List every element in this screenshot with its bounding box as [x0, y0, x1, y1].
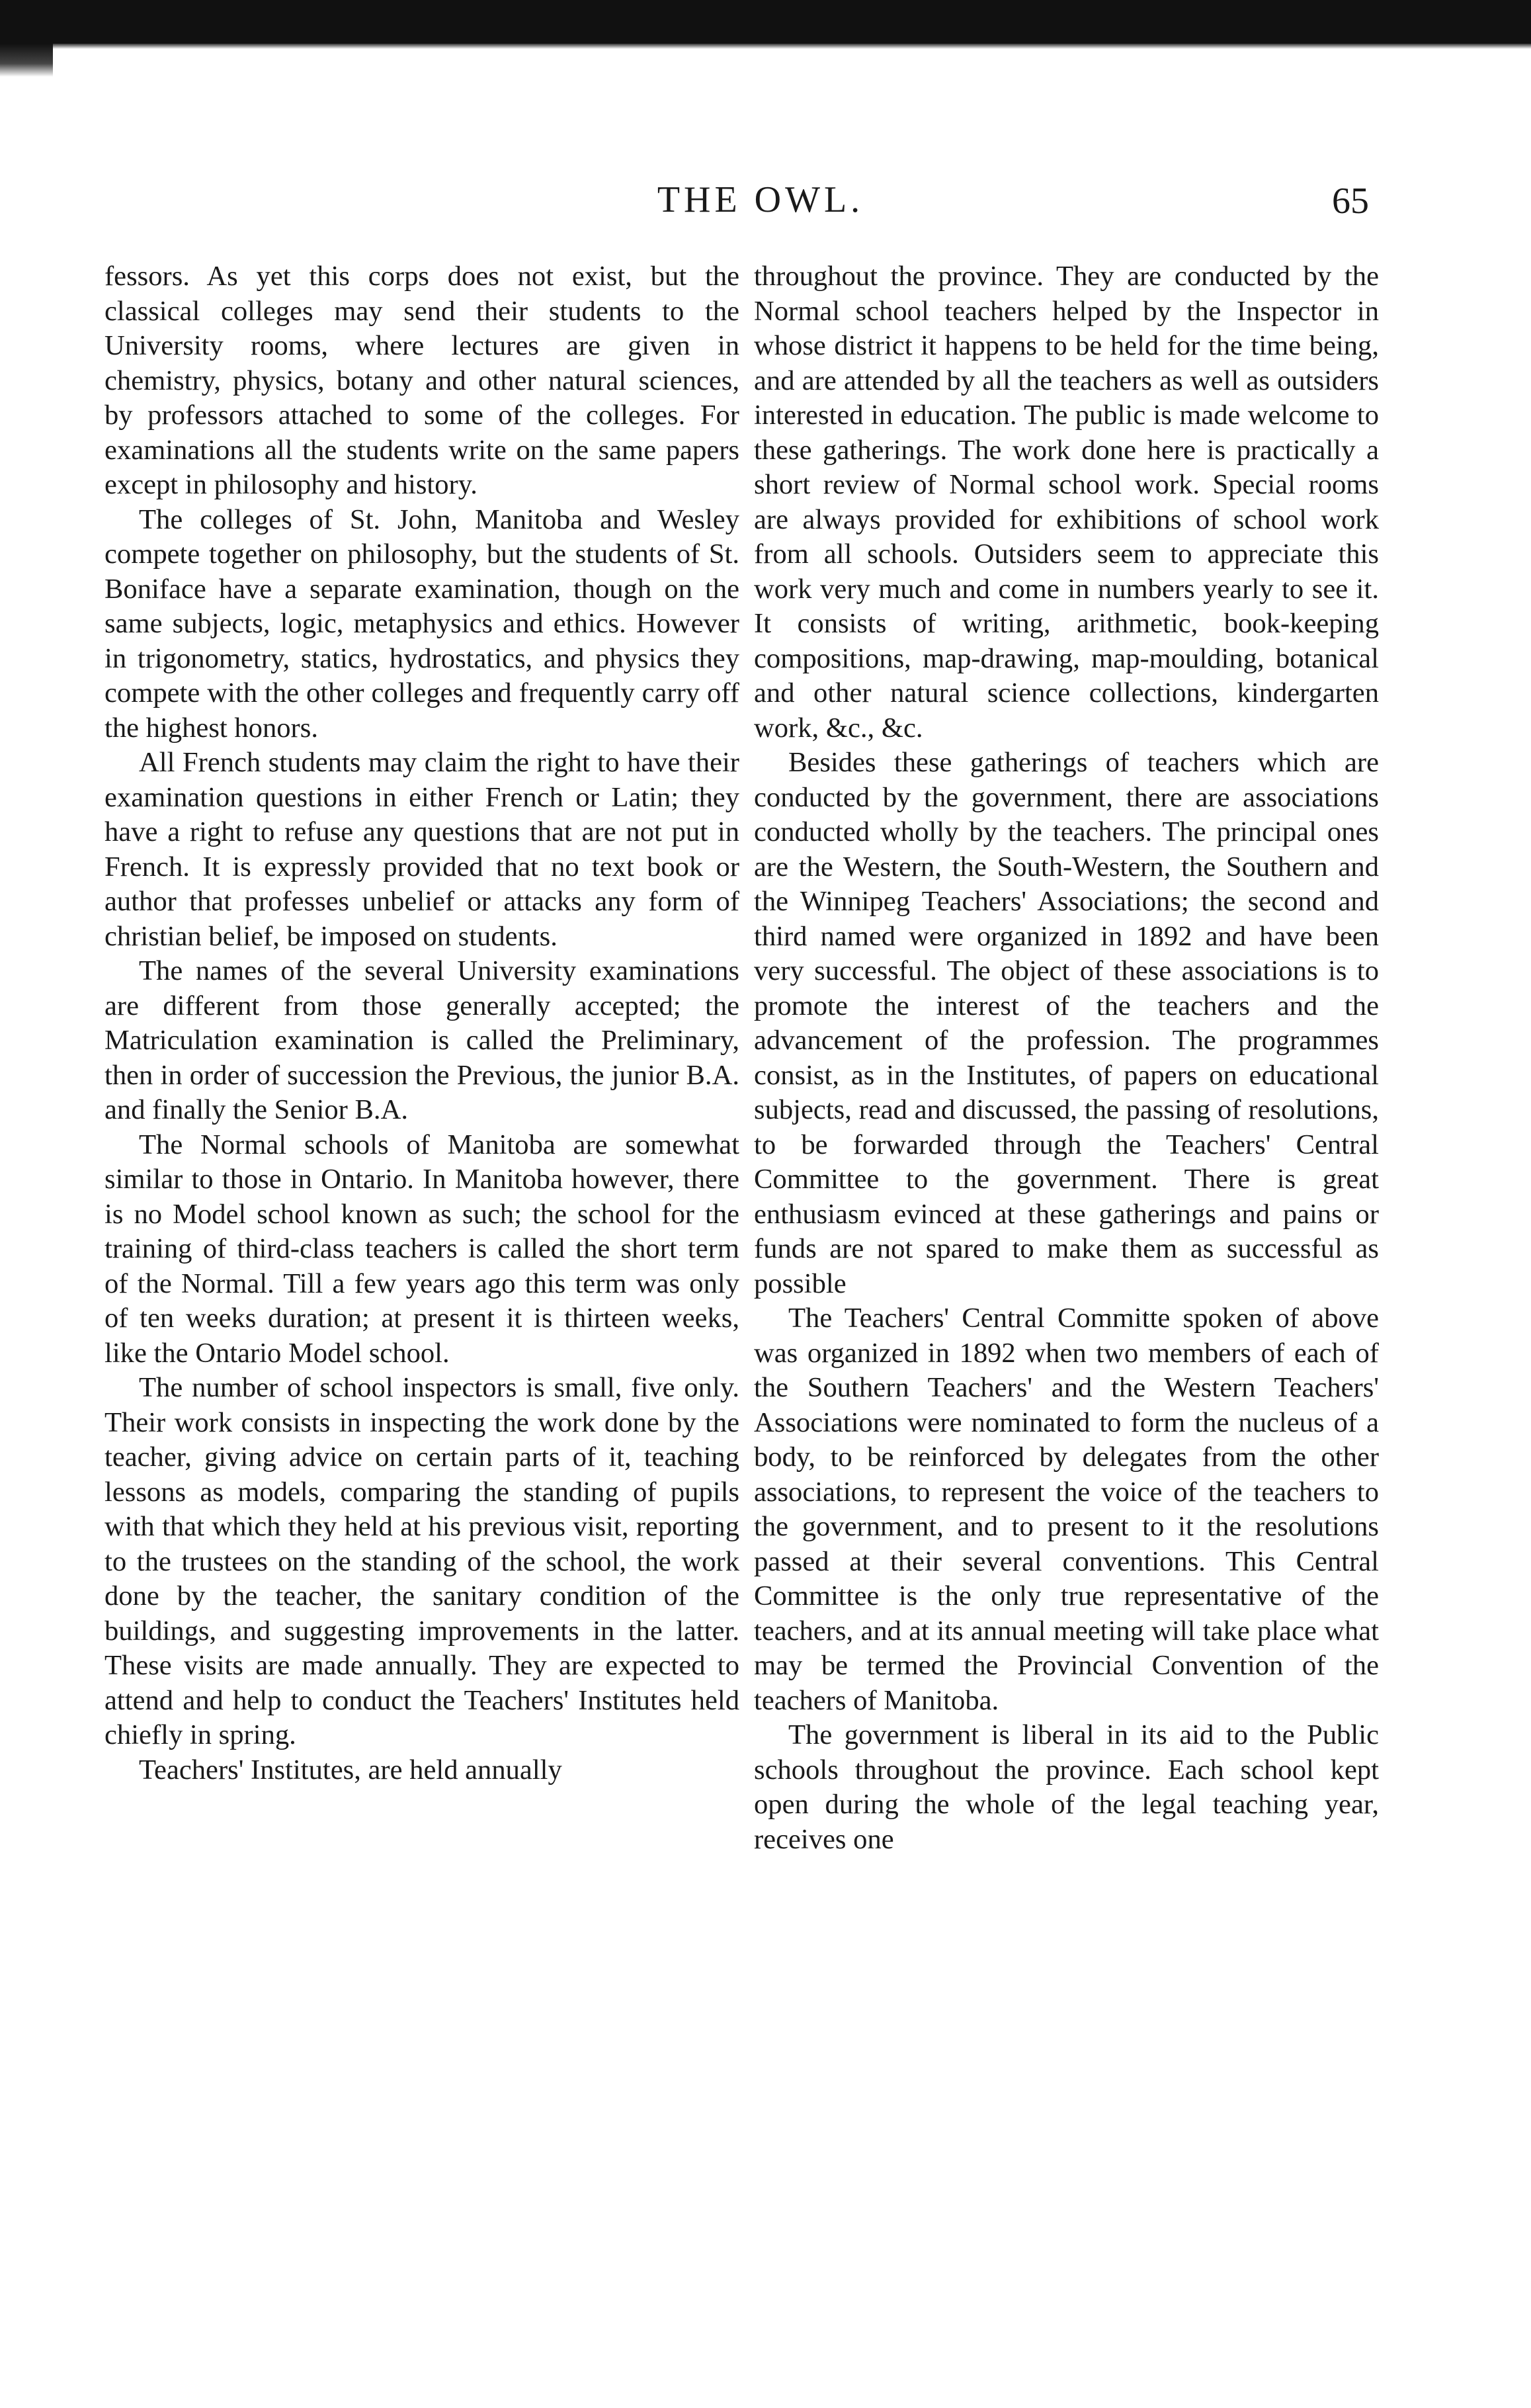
running-head: THE OWL.: [657, 179, 864, 220]
paragraph: fessors. As yet this corps does not exist, but the classical colleges may send their students to the University rooms, where lectures are given in chemistry, physics, botany and other natural sciences, by professors attached to some of the colleges. For examinations all the students write on the same papers except in philosophy and history.: [104, 261, 739, 500]
scan-border-top: [0, 0, 1531, 44]
paragraph: The colleges of St. John, Manitoba and Wesley compete together on philosophy, but the students of St. Boniface have a separate examination, though on the same subjects, logic, metaphysics and ethics. However in trigonometry, statics, hydrostatics, and physics they compete with the other colleges and frequently carry off the highest honors.: [104, 503, 739, 744]
scan-border-corner: [0, 44, 53, 77]
paragraph: Teachers' Institutes, are held annually: [139, 1754, 562, 1785]
paragraph: The Teachers' Central Committe spoken of above was organized in 1892 when two members of each of the Southern Teachers' and the Western Teachers' Associations were nominated to form the nucleus of a body, to be reinforced by delegates from the other associations, to represent the voice of the teachers to the government, and to present to it the resolutions passed at their several conventions. This Central Committee is the only true representative of the teachers, and at its annual meeting will take place what may be termed the Provincial Convention of the teachers of Manitoba.: [754, 1303, 1379, 1716]
paragraph: All French students may claim the right to have their examination questions in either French or Latin; they have a right to refuse any questions that are not put in French. It is expressly provided that no text book or author that professes unbelief or attacks any form of christian belief, be imposed on students.: [104, 747, 739, 952]
scan-border-shadow: [53, 44, 1531, 49]
paragraph: throughout the province. They are conducted by the Normal school teachers helped by the Inspector in whose district it happens to be held for the time being, and are attended by all the teachers as well as outsiders interested in education. The public is made welcome to these gatherings. The work done here is practically a short review of Normal school work. Special rooms are always provided for exhibitions of school work from all schools. Outsiders seem to appreciate this work very much and come in numbers yearly to see it. It consists of writing, arithmetic, book-keeping compositions, map-drawing, map-moulding, botanical and other natural science collections, kindergarten work, &c., &c.: [754, 261, 1379, 744]
left-column: [104, 259, 739, 1787]
paragraph: The government is liberal in its aid to the Public schools throughout the province. Each school kept open during the whole of the legal teaching year, receives one: [754, 1719, 1379, 1855]
page-number: 65: [1332, 181, 1369, 222]
paragraph: The number of school inspectors is small, five only. Their work consists in inspecting the work done by the teacher, giving advice on certain parts of it, teaching lessons as models, comparing the standing of pupils with that which they held at his previous visit, reporting to the trustees on the standing of the school, the work done by the teacher, the sanitary condition of the buildings, and suggesting improvements in the latter. These visits are made annually. They are expected to attend and help to conduct the Teachers' Institutes held chiefly in spring.: [104, 1372, 739, 1750]
paragraph: The Normal schools of Manitoba are somewhat similar to those in Ontario. In Manitoba however, there is no Model school known as such; the school for the training of third-class teachers is called the short term of the Normal. Till a few years ago this term was only of ten weeks duration; at present it is thirteen weeks, like the Ontario Model school.: [104, 1129, 739, 1369]
right-column: [754, 259, 1379, 1857]
paragraph: The names of the several University examinations are different from those generally accepted; the Matriculation examination is called the Preliminary, then in order of succession the Previous, the junior B.A. and finally the Senior B.A.: [104, 955, 739, 1125]
paragraph: Besides these gatherings of teachers which are conducted by the government, there are associations conducted wholly by the teachers. The principal ones are the Western, the South-Western, the Southern and the Winnipeg Teachers' Associations; the second and third named were organized in 1892 and have been very successful. The object of these associations is to promote the interest of the teachers and the advancement of the profession. The programmes consist, as in the Institutes, of papers on educational subjects, read and discussed, the passing of resolutions, to be forwarded through the Teachers' Central Committee to the government. There is great enthusiasm evinced at these gatherings and pains or funds are not spared to make them as successful as possible: [754, 747, 1379, 1299]
